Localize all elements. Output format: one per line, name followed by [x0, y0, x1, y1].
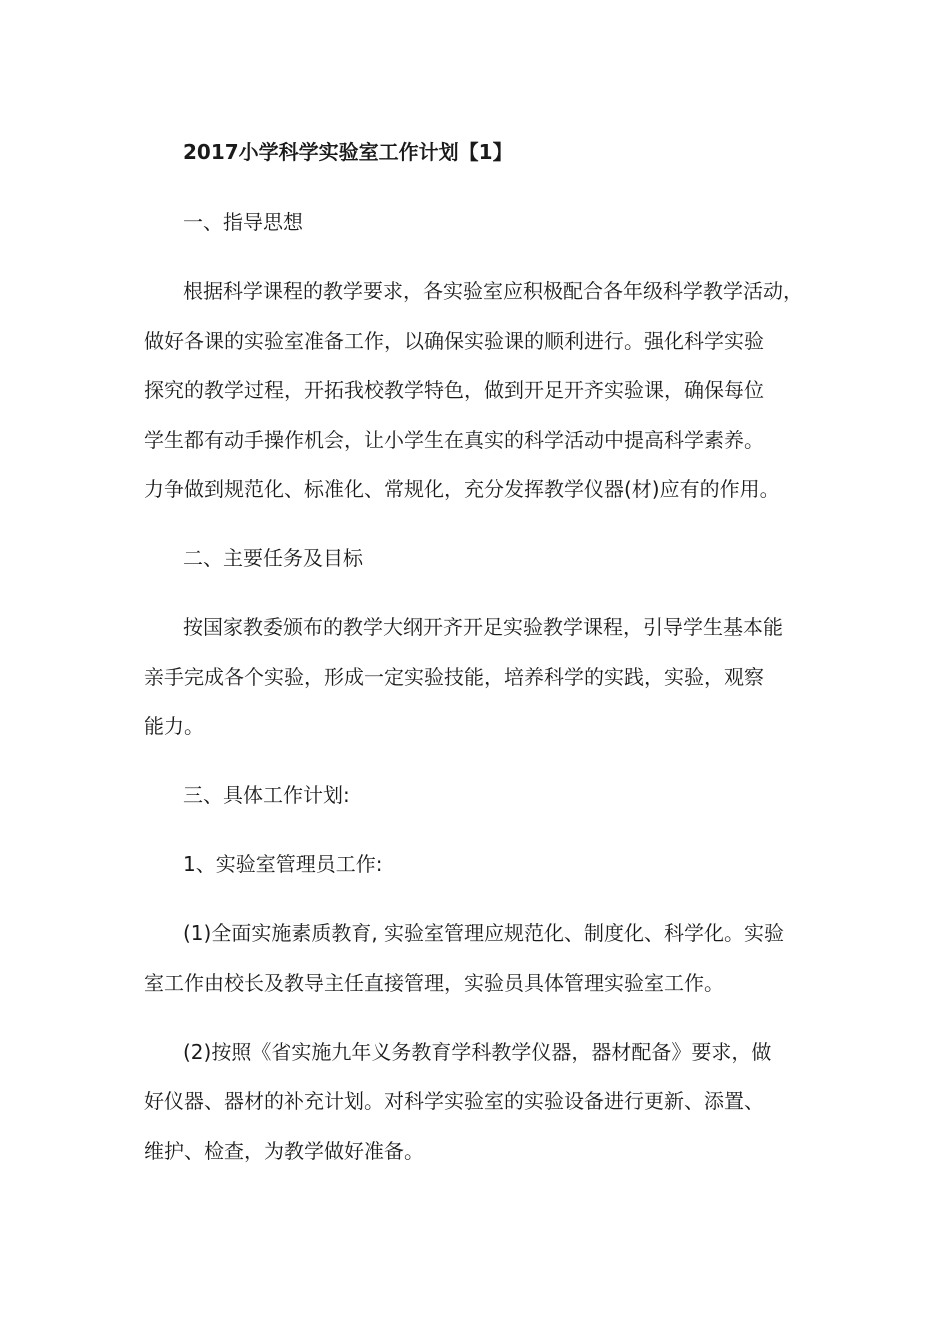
section-heading-work-plan: 三、具体工作计划:	[183, 783, 350, 807]
paragraph-item-2	[144, 1028, 816, 1177]
paragraph-line: 探究的教学过程，开拓我校教学特色，做到开足开齐实验课，确保每位	[144, 378, 764, 402]
paragraph-line: (2)按照《省实施九年义务教育学科教学仪器，器材配备》要求，做	[183, 1039, 772, 1064]
paragraph-tasks-goals	[144, 603, 816, 752]
section-heading-tasks-goals: 二、主要任务及目标	[183, 546, 363, 570]
paragraph-line: 好仪器、器材的补充计划。对科学实验室的实验设备进行更新、添置、	[144, 1089, 764, 1113]
subsection-heading-lab-manager: 1、实验室管理员工作:	[183, 852, 383, 876]
paragraph-line: 做好各课的实验室准备工作，以确保实验课的顺利进行。强化科学实验	[144, 328, 764, 353]
paragraph-line: 能力。	[144, 714, 204, 738]
paragraph-item-1	[144, 909, 816, 1008]
paragraph-line: 维护、检查，为教学做好准备。	[144, 1138, 424, 1163]
paragraph-line: 室工作由校长及教导主任直接管理，实验员具体管理实验室工作。	[144, 970, 724, 995]
section-heading-guiding-thought: 一、指导思想	[183, 210, 303, 234]
paragraph-guiding-thought	[144, 267, 816, 515]
paragraph-line: 力争做到规范化、标准化、常规化，充分发挥教学仪器(材)应有的作用。	[144, 477, 780, 501]
paragraph-line: 按国家教委颁布的教学大纲开齐开足实验教学课程，引导学生基本能	[183, 615, 783, 639]
paragraph-line: 学生都有动手操作机会，让小学生在真实的科学活动中提高科学素养。	[144, 427, 764, 452]
paragraph-line: 亲手完成各个实验，形成一定实验技能，培养科学的实践，实验，观察	[144, 664, 764, 689]
document-title: 2017小学科学实验室工作计划【1】	[183, 140, 513, 164]
paragraph-line: 根据科学课程的教学要求，各实验室应积极配合各年级科学教学活动，	[183, 279, 803, 303]
paragraph-line: (1)全面实施素质教育, 实验室管理应规范化、制度化、科学化。实验	[183, 921, 785, 945]
document-content	[144, 132, 816, 1176]
